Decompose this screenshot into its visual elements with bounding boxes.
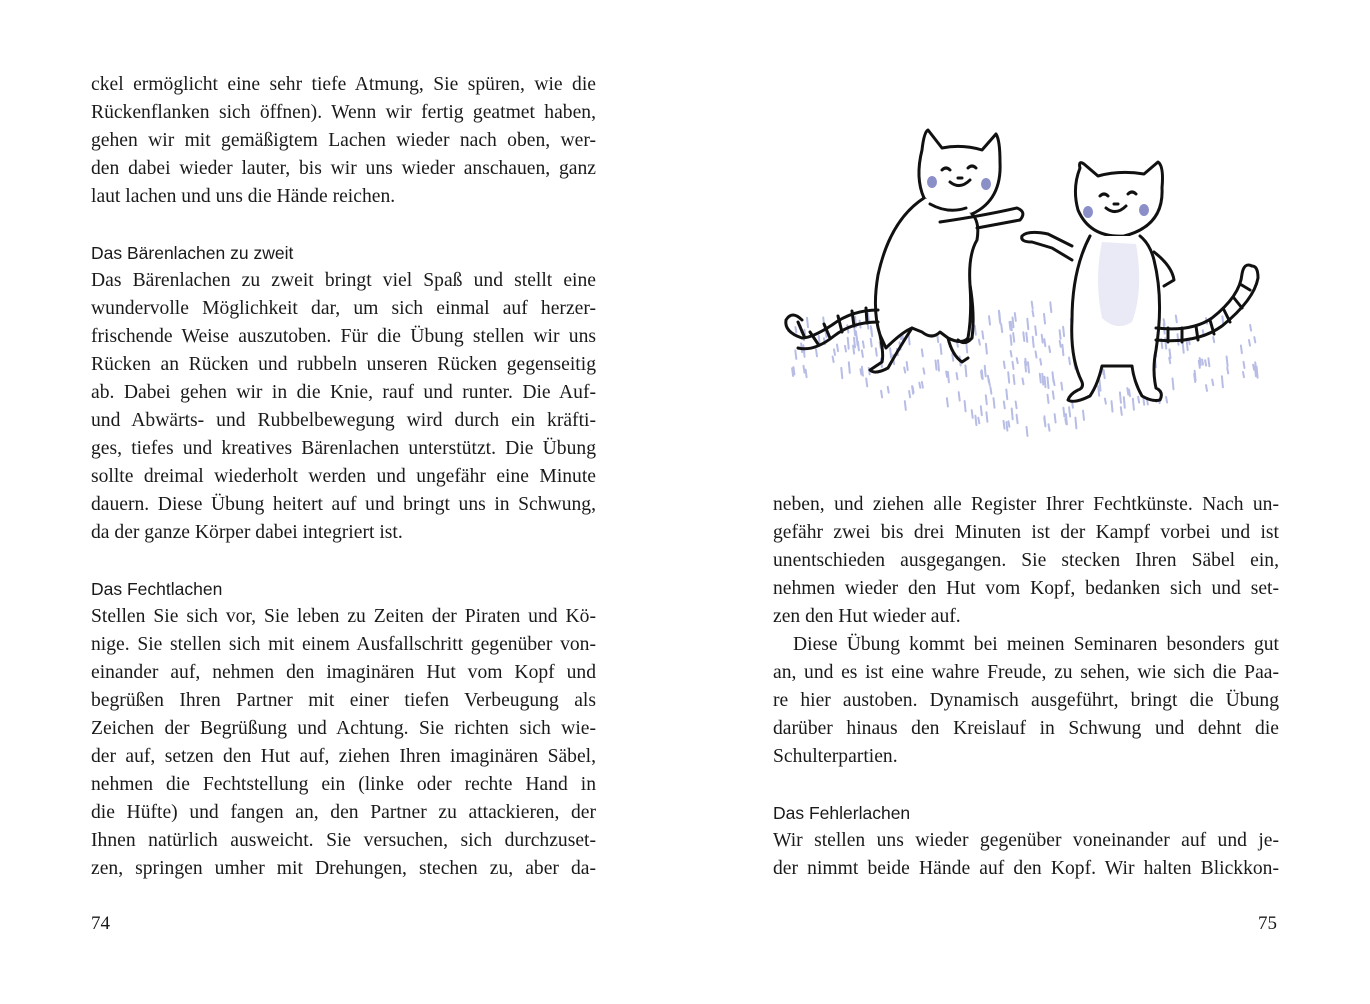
grass-stroke bbox=[1212, 380, 1213, 386]
text-line: ges, tiefes und kreatives Bärenlachen unterstützt. Die Übung bbox=[91, 438, 596, 459]
grass-stroke bbox=[1006, 390, 1007, 400]
grass-stroke bbox=[866, 379, 867, 387]
grass-stroke bbox=[986, 344, 987, 354]
grass-stroke bbox=[986, 412, 987, 422]
grass-stroke bbox=[1042, 335, 1043, 343]
grass-stroke bbox=[1124, 397, 1125, 408]
text-line: nige. Sie stellen sich mit einem Ausfallschritt gegenüber von- bbox=[91, 634, 596, 655]
grass-stroke bbox=[1100, 380, 1101, 391]
grass-stroke bbox=[913, 387, 914, 393]
text-line: Rückenflanken sich öffnen). Wenn wir fertig geatmet haben, bbox=[91, 102, 596, 123]
grass-stroke bbox=[1008, 372, 1009, 382]
text-line: darüber hinaus den Kreislauf in Schwung und dehnt die bbox=[773, 718, 1279, 739]
grass-stroke bbox=[1060, 341, 1061, 347]
text-line: gehen wir mit gemäßigtem Lachen wieder nach oben, wer- bbox=[91, 130, 596, 151]
text-line: laut lachen und uns die Hände reichen. bbox=[91, 186, 396, 207]
grass-stroke bbox=[1205, 360, 1206, 365]
text-line: Wir stellen uns wieder gegenüber voneinander auf und je- bbox=[773, 830, 1279, 851]
grass-stroke bbox=[1069, 407, 1070, 416]
grass-stroke bbox=[952, 354, 953, 361]
grass-stroke bbox=[1016, 402, 1017, 409]
text-line: da der ganze Körper dabei integriert ist. bbox=[91, 522, 403, 543]
grass-stroke bbox=[1013, 333, 1014, 342]
text-line: an, und es ist eine wahre Freude, zu sehen, wie sich die Paa- bbox=[773, 662, 1279, 683]
grass-stroke bbox=[1121, 407, 1122, 415]
grass-stroke bbox=[1061, 383, 1062, 390]
grass-stroke bbox=[1025, 359, 1026, 365]
grass-stroke bbox=[1044, 314, 1045, 324]
left-cat-icon bbox=[786, 130, 1023, 372]
grass-stroke bbox=[1011, 351, 1012, 357]
grass-stroke bbox=[1222, 376, 1223, 387]
grass-stroke bbox=[959, 392, 960, 401]
grass-stroke bbox=[1166, 397, 1167, 403]
page-number: 74 bbox=[91, 913, 110, 934]
grass-stroke bbox=[1001, 324, 1002, 332]
grass-stroke bbox=[936, 361, 937, 370]
grass-stroke bbox=[1187, 341, 1188, 350]
grass-stroke bbox=[999, 311, 1000, 322]
grass-stroke bbox=[804, 366, 805, 373]
grass-stroke bbox=[1004, 402, 1005, 409]
grass-stroke bbox=[863, 341, 864, 347]
grass-stroke bbox=[806, 370, 807, 378]
grass-stroke bbox=[1098, 386, 1099, 396]
grass-stroke bbox=[837, 345, 838, 352]
grass-stroke bbox=[1013, 362, 1014, 369]
grass-stroke bbox=[1183, 343, 1184, 353]
grass-stroke bbox=[849, 362, 850, 373]
grass-stroke bbox=[1127, 388, 1128, 395]
grass-stroke bbox=[907, 362, 908, 370]
grass-stroke bbox=[919, 383, 920, 388]
grass-stroke bbox=[1023, 379, 1024, 385]
grass-stroke bbox=[845, 346, 846, 352]
grass-stroke bbox=[1255, 366, 1256, 377]
grass-stroke bbox=[1170, 349, 1171, 358]
grass-stroke bbox=[1104, 370, 1105, 378]
grass-stroke bbox=[1036, 351, 1037, 357]
grass-stroke bbox=[985, 366, 986, 377]
grass-stroke bbox=[965, 365, 966, 376]
grass-stroke bbox=[1015, 313, 1016, 321]
grass-stroke bbox=[1063, 327, 1064, 336]
page-number: 75 bbox=[1258, 913, 1277, 934]
grass-stroke bbox=[1053, 372, 1054, 382]
grass-stroke bbox=[1250, 325, 1251, 331]
grass-stroke bbox=[1254, 337, 1255, 342]
grass-stroke bbox=[1227, 357, 1228, 367]
grass-stroke bbox=[793, 367, 794, 374]
grass-stroke bbox=[904, 368, 905, 373]
grass-stroke bbox=[816, 349, 817, 356]
grass-stroke bbox=[990, 387, 991, 394]
text-line: Rücken an Rücken und rubbeln unseren Rücken gegenseitig bbox=[91, 354, 596, 375]
text-line: Stellen Sie sich vor, Sie leben zu Zeiten der Piraten und Kö- bbox=[91, 606, 596, 627]
grass-stroke bbox=[975, 416, 976, 425]
text-line: zen den Hut wieder auf. bbox=[773, 606, 961, 627]
grass-stroke bbox=[1011, 335, 1012, 345]
grass-stroke bbox=[871, 326, 872, 334]
two-cats-icon bbox=[772, 70, 1282, 450]
grass-stroke bbox=[957, 373, 958, 379]
text-line: begrüßen Ihren Partner mit einer tiefen Verbeugung als bbox=[91, 690, 596, 711]
grass-stroke bbox=[1133, 399, 1134, 410]
grass-stroke bbox=[981, 406, 982, 415]
grass-stroke bbox=[1011, 322, 1012, 331]
grass-stroke bbox=[1063, 408, 1064, 417]
grass-stroke bbox=[1033, 311, 1034, 317]
grass-stroke bbox=[989, 316, 990, 325]
grass-stroke bbox=[1050, 302, 1051, 312]
grass-stroke bbox=[876, 348, 877, 356]
grass-stroke bbox=[1026, 333, 1027, 342]
grass-stroke bbox=[795, 350, 796, 359]
text-line: gefähr zwei bis drei Minuten ist der Kampf vorbei und ist bbox=[773, 522, 1279, 543]
grass-stroke bbox=[982, 331, 983, 338]
grass-stroke bbox=[994, 398, 995, 408]
text-line: nehmen wieder den Hut vom Kopf, bedanken sich und set- bbox=[773, 578, 1279, 599]
grass-stroke bbox=[841, 368, 842, 378]
grass-stroke bbox=[1138, 397, 1139, 403]
grass-stroke bbox=[1006, 422, 1007, 431]
cheek-mark bbox=[1139, 204, 1149, 216]
grass-stroke bbox=[1069, 358, 1070, 365]
section-heading: Das Bärenlachen zu zweit bbox=[91, 243, 294, 263]
grass-stroke bbox=[923, 368, 924, 373]
text-line: Diese Übung kommt bei meinen Seminaren besonders gut bbox=[793, 634, 1279, 655]
grass-stroke bbox=[1213, 337, 1214, 342]
grass-stroke bbox=[988, 376, 989, 383]
text-line: re hier austoben. Dynamisch ausgeführt, bringt die Übung bbox=[773, 690, 1279, 711]
grass-stroke bbox=[1027, 427, 1028, 436]
text-line: den dabei wieder lauter, bis wir uns wieder anschauen, ganz bbox=[91, 158, 596, 179]
text-line: Schulterpartien. bbox=[773, 746, 898, 767]
grass-stroke bbox=[1004, 421, 1005, 429]
grass-stroke bbox=[1042, 374, 1043, 385]
text-line: Das Bärenlachen zu zweit bringt viel Spaß und stellt eine bbox=[91, 270, 596, 291]
grass-strokes bbox=[792, 302, 1258, 436]
grass-stroke bbox=[1040, 359, 1041, 365]
grass-stroke bbox=[833, 357, 834, 363]
grass-stroke bbox=[965, 401, 966, 411]
right-cat-icon bbox=[1022, 162, 1258, 401]
grass-stroke bbox=[1028, 362, 1029, 372]
text-line: ab. Dabei gehen wir in die Knie, rauf und runter. Die Auf- bbox=[91, 382, 596, 403]
text-line: der auf, setzen den Hut auf, ziehen Ihren imaginären Säbel, bbox=[91, 746, 596, 767]
grass-stroke bbox=[881, 391, 882, 398]
grass-stroke bbox=[1027, 319, 1028, 329]
grass-stroke bbox=[1035, 326, 1036, 335]
grass-stroke bbox=[1040, 374, 1041, 383]
grass-stroke bbox=[1120, 392, 1121, 402]
text-line: der nimmt beide Hände auf den Kopf. Wir halten Blickkon- bbox=[773, 858, 1279, 879]
grass-stroke bbox=[795, 327, 796, 332]
grass-stroke bbox=[1053, 391, 1054, 398]
text-line: sollte dreimal wiederholt werden und ungefähr eine Minute bbox=[91, 466, 596, 487]
text-line: neben, und ziehen alle Register Ihrer Fechtkünste. Nach un- bbox=[773, 494, 1279, 515]
text-line: ckel ermöglicht eine sehr tiefe Atmung, Sie spüren, wie die bbox=[91, 74, 596, 95]
grass-stroke bbox=[1173, 379, 1174, 390]
grass-stroke bbox=[1014, 375, 1015, 384]
grass-stroke bbox=[1244, 362, 1245, 368]
grass-stroke bbox=[1066, 414, 1067, 424]
grass-stroke bbox=[1048, 395, 1049, 403]
grass-stroke bbox=[905, 401, 906, 410]
grass-stroke bbox=[1112, 401, 1113, 412]
grass-stroke bbox=[1044, 339, 1045, 346]
grass-stroke bbox=[890, 348, 891, 357]
text-line: nehmen die Fechtstellung ein (linke oder rechte Hand in bbox=[91, 774, 596, 795]
grass-stroke bbox=[1008, 421, 1009, 427]
grass-stroke bbox=[1208, 358, 1209, 366]
grass-stroke bbox=[848, 338, 849, 349]
grass-stroke bbox=[1055, 414, 1056, 422]
grass-stroke bbox=[938, 360, 939, 370]
grass-stroke bbox=[1202, 360, 1203, 365]
grass-stroke bbox=[860, 369, 861, 374]
grass-stroke bbox=[1194, 374, 1195, 382]
grass-stroke bbox=[922, 349, 923, 356]
grass-stroke bbox=[1023, 332, 1024, 341]
grass-stroke bbox=[982, 370, 983, 379]
grass-stroke bbox=[1083, 411, 1084, 420]
grass-stroke bbox=[940, 344, 941, 354]
grass-stroke bbox=[986, 395, 987, 404]
grass-stroke bbox=[1241, 346, 1242, 354]
grass-stroke bbox=[1062, 345, 1063, 356]
section-heading: Das Fechtlachen bbox=[91, 579, 223, 599]
grass-stroke bbox=[1012, 409, 1013, 420]
text-line: einander auf, nehmen den imaginären Hut vom Kopf und bbox=[91, 662, 596, 683]
grass-stroke bbox=[909, 391, 910, 397]
grass-stroke bbox=[1032, 302, 1033, 309]
section-heading: Das Fehlerlachen bbox=[773, 803, 911, 823]
grass-stroke bbox=[1048, 378, 1049, 389]
grass-stroke bbox=[834, 349, 835, 355]
grass-stroke bbox=[1243, 372, 1244, 377]
grass-stroke bbox=[979, 340, 980, 345]
grass-stroke bbox=[853, 346, 854, 354]
grass-stroke bbox=[1013, 318, 1014, 328]
grass-stroke bbox=[857, 336, 858, 345]
text-line: frischende Weise auszutoben. Für die Übung stellen wir uns bbox=[91, 326, 596, 347]
grass-stroke bbox=[888, 387, 889, 393]
grass-stroke bbox=[1017, 358, 1018, 363]
grass-stroke bbox=[1249, 340, 1250, 346]
grass-stroke bbox=[972, 410, 973, 418]
grass-stroke bbox=[948, 372, 949, 382]
text-line: dauern. Diese Übung heitert auf und bringt uns in Schwung, bbox=[91, 494, 596, 515]
grass-stroke bbox=[1206, 385, 1207, 391]
grass-stroke bbox=[1075, 418, 1076, 429]
text-line: zen, springen umher mit Drehungen, stechen zu, aber da- bbox=[91, 858, 596, 879]
grass-stroke bbox=[1049, 424, 1050, 430]
grass-stroke bbox=[1017, 415, 1018, 423]
grass-stroke bbox=[975, 326, 976, 335]
grass-stroke bbox=[1004, 362, 1005, 369]
grass-stroke bbox=[871, 339, 872, 347]
text-line: Ihnen natürlich ausweicht. Sie versuchen, sich durchzuset- bbox=[91, 830, 596, 851]
grass-stroke bbox=[1176, 316, 1177, 323]
grass-stroke bbox=[1044, 418, 1045, 425]
text-line: Zeichen der Begrüßung und Achtung. Sie richten sich wie- bbox=[91, 718, 596, 739]
grass-stroke bbox=[862, 367, 863, 376]
cheek-mark bbox=[981, 178, 991, 190]
grass-stroke bbox=[1060, 330, 1061, 339]
cheek-mark bbox=[1083, 206, 1093, 218]
text-line: wundervolle Möglichkeit dar, um sich einmal auf herzer- bbox=[91, 298, 596, 319]
grass-stroke bbox=[1105, 399, 1106, 404]
grass-stroke bbox=[1049, 346, 1050, 352]
grass-stroke bbox=[978, 418, 979, 424]
text-line: und Abwärts- und Rubbelbewegung wird durch ein kräfti- bbox=[91, 410, 596, 431]
grass-stroke bbox=[922, 382, 923, 388]
grass-stroke bbox=[1199, 361, 1200, 368]
grass-stroke bbox=[1227, 368, 1228, 374]
grass-stroke bbox=[947, 398, 948, 406]
grass-stroke bbox=[1033, 337, 1034, 347]
text-line: unentschieden ausgegangen. Sie stecken Ihren Säbel ein, bbox=[773, 550, 1279, 571]
grass-stroke bbox=[1045, 377, 1046, 387]
cheek-mark bbox=[927, 176, 937, 188]
grass-stroke bbox=[862, 350, 863, 357]
text-line: die Hüfte) und fangen an, den Partner zu attackieren, der bbox=[91, 802, 596, 823]
grass-stroke bbox=[807, 318, 808, 327]
